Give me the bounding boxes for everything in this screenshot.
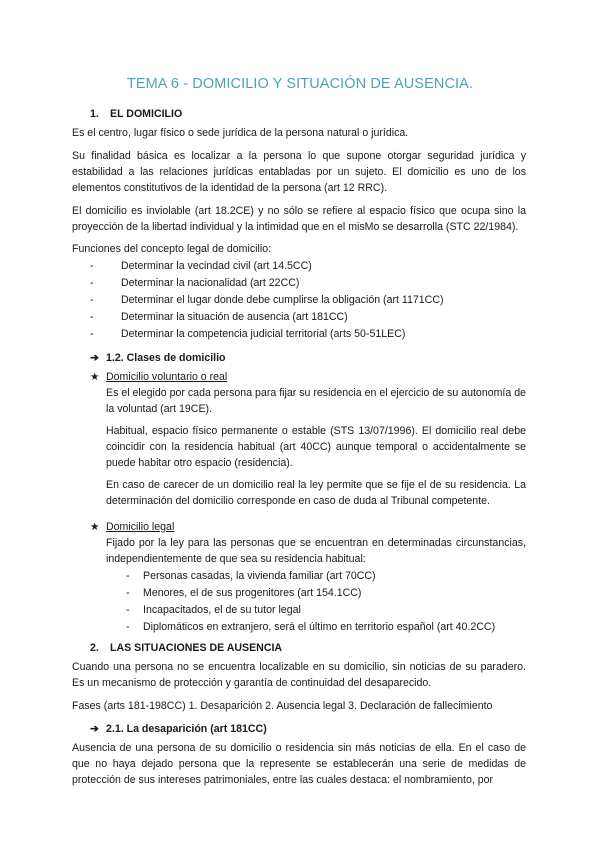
paragraph: En caso de carecer de un domicilio real la ley permite que se fije el de su residencia. La determinación del domicilio corresponde en caso de duda al Tribunal competente. [106,479,526,507]
paragraph: Ausencia de una persona de su domicilio o residencia sin más noticias de ella. En el caso de que no haya dejado persona que la represente se establecerán una serie de medidas de protección de sus intereses patrimoniales, entre las cuales destaca: el nombramiento, por [72,742,526,786]
dash-bullet: - [90,311,94,323]
section-title: LAS SITUACIONES DE AUSENCIA [110,642,283,654]
dash-bullet: - [126,621,130,633]
paragraph: Habitual, espacio físico permanente o estable (STS 13/07/1996). El domicilio real debe coincidir con la residencia habitual (art 40CC) aunque temporal o accidentalmente se puede habitar otro espacio (residencia). [106,425,526,469]
list-item: - Determinar la vecindad civil (art 14.5CC) [72,258,526,275]
star-icon: ★ [90,371,100,383]
section-title: EL DOMICILIO [110,108,183,120]
paragraph: Cuando una persona no se encuentra localizable en su domicilio, sin noticias de su paradero. Es un mecanismo de protección y garantía de continuidad del desaparecido. [72,661,526,689]
paragraph: Fijado por la ley para las personas que se encuentran en determinadas circunstancias, independientemente de que sea su residencia habitual: [106,537,526,565]
subsection-1-2-heading [72,350,526,366]
section-number: 2. [90,642,99,654]
domicilio-voluntario-block [72,369,526,515]
dash-bullet: - [90,277,94,289]
section-1-heading [72,106,526,122]
star-icon: ★ [90,521,100,533]
document-body [72,106,526,795]
dash-bullet: - [90,260,94,272]
subsection-title: 1.2. Clases de domicilio [106,352,226,364]
list-item: - Incapacitados, el de su tutor legal [72,602,526,619]
subsection-title: 2.1. La desaparición (art 181CC) [106,723,267,735]
paragraph: El domicilio es inviolable (art 18.2CE) y no sólo se refiere al espacio físico que ocupa sino la proyección de la libertad individual y la intimidad que en el misMo se desarrolla (STC 22/1984). [72,205,526,233]
block-label: Domicilio voluntario o real [106,371,228,383]
dash-bullet: - [90,294,94,306]
subsection-2-1-heading [72,721,526,737]
list-item: - Determinar la nacionalidad (art 22CC) [72,275,526,292]
list-item: - Determinar la situación de ausencia (art 181CC) [72,309,526,326]
list-item: - Determinar la competencia judicial territorial (arts 50-51LEC) [72,326,526,343]
document-title: TEMA 6 - DOMICILIO Y SITUACIÓN DE AUSENCIA. [126,76,474,92]
section-2-heading [72,640,526,656]
dash-bullet: - [126,570,130,582]
paragraph: Su finalidad básica es localizar a la persona lo que supone otorgar seguridad jurídica y estabilidad a las relaciones jurídicas entabladas por un sujeto. El domicilio es uno de los elementos constitutivos de la identidad de la persona (art 12 RRC). [72,150,526,194]
dash-bullet: - [126,604,130,616]
list-item: - Menores, el de sus progenitores (art 154.1CC) [72,585,526,602]
list-item: - Personas casadas, la vivienda familiar (art 70CC) [72,568,526,585]
section-number: 1. [90,108,99,120]
list-item: - Determinar el lugar donde debe cumplirse la obligación (art 1171CC) [72,292,526,309]
paragraph: Funciones del concepto legal de domicilio: [72,243,272,255]
arrow-icon: ➔ [90,723,99,735]
functions-list [72,258,526,343]
paragraph: Es el centro, lugar físico o sede jurídica de la persona natural o jurídica. [72,127,409,139]
paragraph: Fases (arts 181-198CC) 1. Desaparición 2. Ausencia legal 3. Declaración de fallecimiento [72,700,493,712]
paragraph: Es el elegido por cada persona para fijar su residencia en el ejercicio de su autonomía de la voluntad (art 19CE). [106,387,526,415]
legal-list [72,568,526,636]
block-label: Domicilio legal [106,521,175,533]
domicilio-legal-block [72,519,526,568]
dash-bullet: - [126,587,130,599]
arrow-icon: ➔ [90,352,99,364]
list-item: - Diplomáticos en extranjero, será el último en territorio español (art 40.2CC) [72,619,526,636]
dash-bullet: - [90,328,94,340]
